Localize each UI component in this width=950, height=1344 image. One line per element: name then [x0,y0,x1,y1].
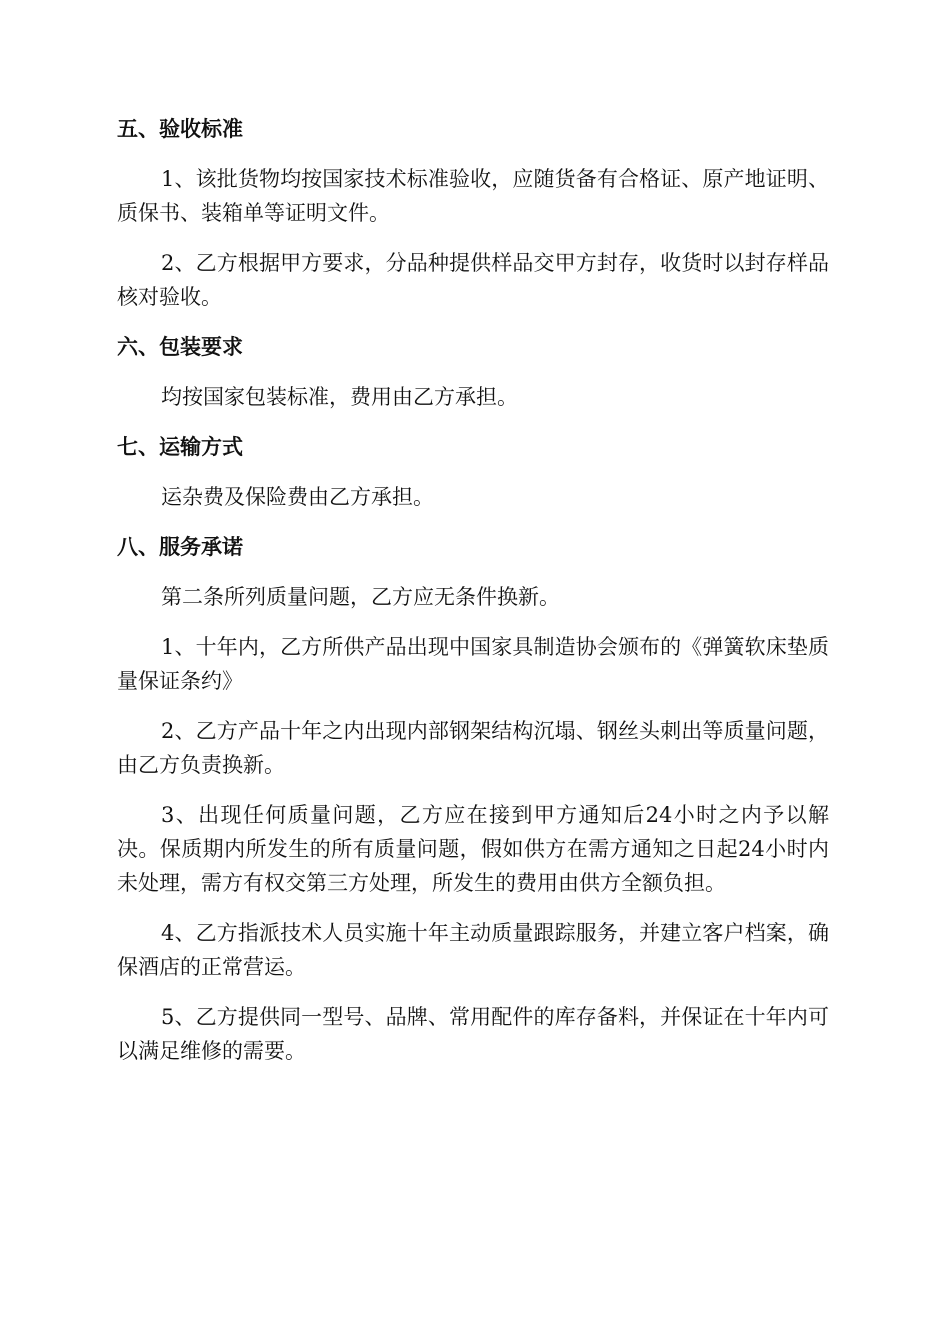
section-heading-service: 八、服务承诺 [117,535,243,559]
section-heading-transport: 七、运输方式 [117,435,243,459]
paragraph: 运杂费及保险费由乙方承担。 [161,485,434,509]
section-heading-acceptance: 五、验收标准 [117,117,243,141]
paragraph: 5、乙方提供同一型号、品牌、常用配件的库存备料，并保证在十年内可以满足维修的需要。 [117,1005,829,1063]
paragraph: 3、出现任何质量问题，乙方应在接到甲方通知后24小时之内予以解决。保质期内所发生的所有质量问题，假如供方在需方通知之日起24小时内未处理，需方有权交第三方处理，所发生的费用由供方全额负担。 [117,803,829,895]
paragraph: 4、乙方指派技术人员实施十年主动质量跟踪服务，并建立客户档案，确保酒店的正常营运。 [117,921,829,979]
document-page [117,112,829,1084]
paragraph: 2、乙方根据甲方要求，分品种提供样品交甲方封存，收货时以封存样品核对验收。 [117,251,829,309]
section-heading-packaging: 六、包装要求 [117,335,243,359]
paragraph: 1、该批货物均按国家技术标准验收，应随货备有合格证、原产地证明、质保书、装箱单等证明文件。 [117,167,829,225]
paragraph: 2、乙方产品十年之内出现内部钢架结构沉塌、钢丝头刺出等质量问题，由乙方负责换新。 [117,719,829,777]
paragraph: 均按国家包装标准，费用由乙方承担。 [161,385,518,409]
paragraph: 1、十年内，乙方所供产品出现中国家具制造协会颁布的《弹簧软床垫质量保证条约》 [117,635,829,693]
paragraph: 第二条所列质量问题，乙方应无条件换新。 [161,585,560,609]
